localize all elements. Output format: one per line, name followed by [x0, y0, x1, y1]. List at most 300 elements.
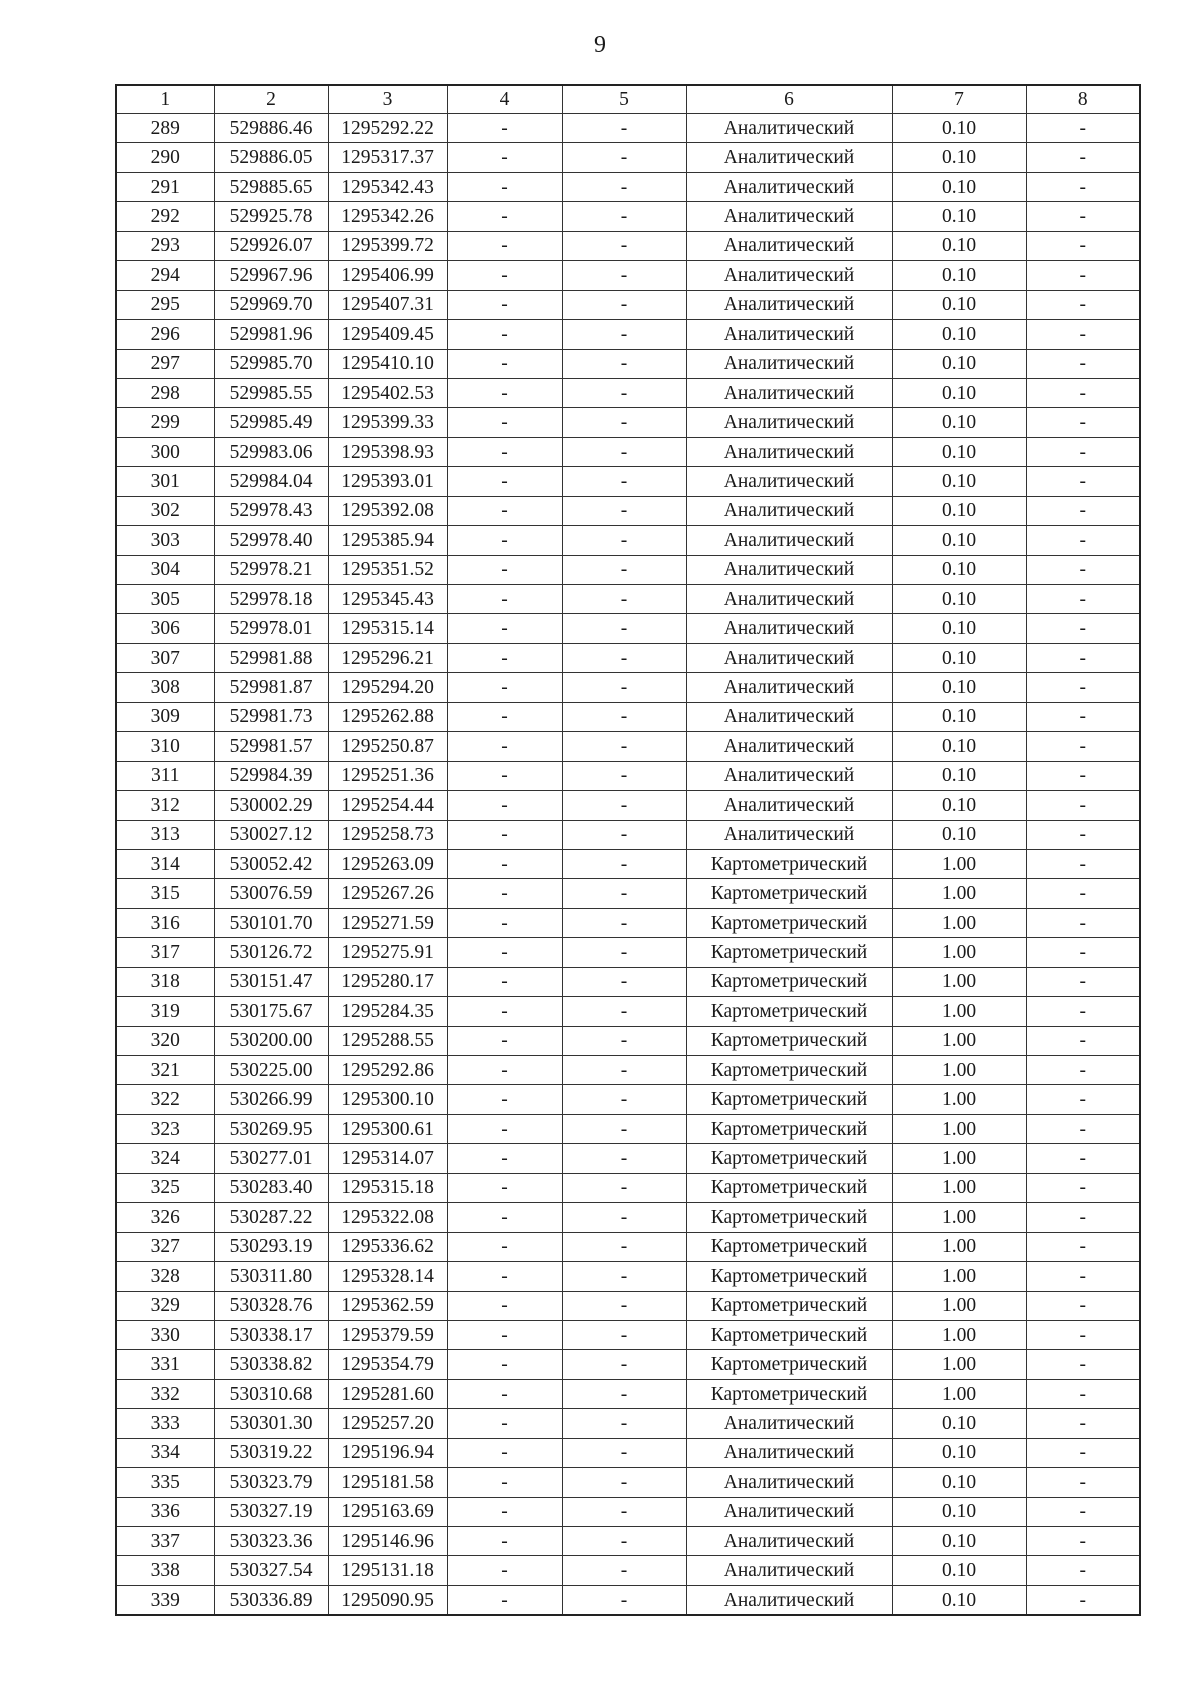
x-coordinate-cell: 529978.40 [214, 526, 328, 555]
point-number-cell: 318 [116, 967, 214, 996]
accuracy-cell: 0.10 [892, 496, 1026, 525]
y-coordinate-cell: 1295393.01 [328, 467, 447, 496]
column-5-cell: - [562, 172, 686, 201]
column-4-cell: - [447, 290, 562, 319]
column-4-cell: - [447, 1173, 562, 1202]
x-coordinate-cell: 529981.96 [214, 320, 328, 349]
column-4-cell: - [447, 1262, 562, 1291]
y-coordinate-cell: 1295280.17 [328, 967, 447, 996]
column-5-cell: - [562, 467, 686, 496]
column-5-cell: - [562, 1527, 686, 1556]
y-coordinate-cell: 1295292.22 [328, 114, 447, 143]
table-row [116, 643, 1140, 672]
point-number-cell: 295 [116, 290, 214, 319]
y-coordinate-cell: 1295300.61 [328, 1114, 447, 1143]
point-number-cell: 299 [116, 408, 214, 437]
column-5-cell: - [562, 349, 686, 378]
accuracy-cell: 1.00 [892, 938, 1026, 967]
page-number: 9 [594, 32, 606, 58]
column-5-cell: - [562, 437, 686, 466]
column-header: 7 [892, 85, 1026, 114]
point-number-cell: 292 [116, 202, 214, 231]
point-number-cell: 303 [116, 526, 214, 555]
column-5-cell: - [562, 1468, 686, 1497]
column-4-cell: - [447, 1438, 562, 1467]
column-8-cell: - [1026, 467, 1140, 496]
point-number-cell: 310 [116, 732, 214, 761]
x-coordinate-cell: 530323.79 [214, 1468, 328, 1497]
accuracy-cell: 0.10 [892, 114, 1026, 143]
x-coordinate-cell: 530283.40 [214, 1173, 328, 1202]
table-row [116, 1085, 1140, 1114]
table-row [116, 732, 1140, 761]
y-coordinate-cell: 1295090.95 [328, 1585, 447, 1615]
column-4-cell: - [447, 673, 562, 702]
y-coordinate-cell: 1295258.73 [328, 820, 447, 849]
column-5-cell: - [562, 1438, 686, 1467]
point-number-cell: 307 [116, 643, 214, 672]
column-5-cell: - [562, 1262, 686, 1291]
x-coordinate-cell: 529981.57 [214, 732, 328, 761]
column-4-cell: - [447, 467, 562, 496]
accuracy-cell: 1.00 [892, 1026, 1026, 1055]
point-number-cell: 302 [116, 496, 214, 525]
method-cell: Картометрический [686, 1144, 892, 1173]
column-4-cell: - [447, 172, 562, 201]
x-coordinate-cell: 529978.01 [214, 614, 328, 643]
column-5-cell: - [562, 673, 686, 702]
table-row [116, 555, 1140, 584]
column-5-cell: - [562, 496, 686, 525]
x-coordinate-cell: 530266.99 [214, 1085, 328, 1114]
x-coordinate-cell: 530327.19 [214, 1497, 328, 1526]
method-cell: Аналитический [686, 761, 892, 790]
method-cell: Аналитический [686, 1438, 892, 1467]
column-5-cell: - [562, 938, 686, 967]
column-5-cell: - [562, 320, 686, 349]
column-8-cell: - [1026, 143, 1140, 172]
accuracy-cell: 0.10 [892, 349, 1026, 378]
table-row [116, 378, 1140, 407]
column-4-cell: - [447, 1232, 562, 1261]
x-coordinate-cell: 529886.46 [214, 114, 328, 143]
point-number-cell: 323 [116, 1114, 214, 1143]
table-row [116, 1291, 1140, 1320]
method-cell: Картометрический [686, 997, 892, 1026]
accuracy-cell: 0.10 [892, 673, 1026, 702]
x-coordinate-cell: 530126.72 [214, 938, 328, 967]
column-5-cell: - [562, 1203, 686, 1232]
column-4-cell: - [447, 1468, 562, 1497]
x-coordinate-cell: 530269.95 [214, 1114, 328, 1143]
point-number-cell: 311 [116, 761, 214, 790]
column-5-cell: - [562, 526, 686, 555]
accuracy-cell: 0.10 [892, 555, 1026, 584]
accuracy-cell: 1.00 [892, 1203, 1026, 1232]
accuracy-cell: 0.10 [892, 408, 1026, 437]
table-row [116, 1379, 1140, 1408]
method-cell: Картометрический [686, 1291, 892, 1320]
point-number-cell: 298 [116, 378, 214, 407]
point-number-cell: 300 [116, 437, 214, 466]
column-4-cell: - [447, 496, 562, 525]
column-4-cell: - [447, 1409, 562, 1438]
method-cell: Аналитический [686, 1497, 892, 1526]
point-number-cell: 301 [116, 467, 214, 496]
y-coordinate-cell: 1295292.86 [328, 1056, 447, 1085]
x-coordinate-cell: 529984.39 [214, 761, 328, 790]
point-number-cell: 316 [116, 908, 214, 937]
accuracy-cell: 0.10 [892, 172, 1026, 201]
column-8-cell: - [1026, 820, 1140, 849]
column-8-cell: - [1026, 1056, 1140, 1085]
point-number-cell: 313 [116, 820, 214, 849]
y-coordinate-cell: 1295345.43 [328, 585, 447, 614]
point-number-cell: 336 [116, 1497, 214, 1526]
column-8-cell: - [1026, 526, 1140, 555]
accuracy-cell: 1.00 [892, 1379, 1026, 1408]
table-row [116, 320, 1140, 349]
column-5-cell: - [562, 114, 686, 143]
column-5-cell: - [562, 1350, 686, 1379]
x-coordinate-cell: 530200.00 [214, 1026, 328, 1055]
table-row [116, 967, 1140, 996]
column-8-cell: - [1026, 261, 1140, 290]
table-row [116, 1203, 1140, 1232]
y-coordinate-cell: 1295406.99 [328, 261, 447, 290]
accuracy-cell: 0.10 [892, 467, 1026, 496]
method-cell: Аналитический [686, 555, 892, 584]
table-row [116, 673, 1140, 702]
point-number-cell: 330 [116, 1320, 214, 1349]
column-8-cell: - [1026, 378, 1140, 407]
y-coordinate-cell: 1295314.07 [328, 1144, 447, 1173]
method-cell: Аналитический [686, 261, 892, 290]
column-8-cell: - [1026, 349, 1140, 378]
column-8-cell: - [1026, 1320, 1140, 1349]
y-coordinate-cell: 1295399.33 [328, 408, 447, 437]
table-row [116, 1173, 1140, 1202]
column-5-cell: - [562, 1085, 686, 1114]
table-row [116, 231, 1140, 260]
accuracy-cell: 0.10 [892, 614, 1026, 643]
column-8-cell: - [1026, 1556, 1140, 1585]
y-coordinate-cell: 1295267.26 [328, 879, 447, 908]
table-row [116, 1438, 1140, 1467]
column-8-cell: - [1026, 555, 1140, 584]
table-row [116, 1350, 1140, 1379]
y-coordinate-cell: 1295392.08 [328, 496, 447, 525]
method-cell: Картометрический [686, 967, 892, 996]
table-row [116, 1026, 1140, 1055]
y-coordinate-cell: 1295271.59 [328, 908, 447, 937]
column-4-cell: - [447, 1056, 562, 1085]
column-4-cell: - [447, 1527, 562, 1556]
x-coordinate-cell: 529925.78 [214, 202, 328, 231]
point-number-cell: 326 [116, 1203, 214, 1232]
y-coordinate-cell: 1295262.88 [328, 702, 447, 731]
column-5-cell: - [562, 1114, 686, 1143]
table-row [116, 761, 1140, 790]
column-4-cell: - [447, 761, 562, 790]
accuracy-cell: 0.10 [892, 437, 1026, 466]
column-8-cell: - [1026, 1585, 1140, 1615]
column-4-cell: - [447, 231, 562, 260]
point-number-cell: 337 [116, 1527, 214, 1556]
x-coordinate-cell: 530175.67 [214, 997, 328, 1026]
column-5-cell: - [562, 1379, 686, 1408]
column-4-cell: - [447, 1379, 562, 1408]
x-coordinate-cell: 529981.73 [214, 702, 328, 731]
method-cell: Аналитический [686, 702, 892, 731]
point-number-cell: 335 [116, 1468, 214, 1497]
column-8-cell: - [1026, 1203, 1140, 1232]
x-coordinate-cell: 529886.05 [214, 143, 328, 172]
table-row [116, 408, 1140, 437]
column-8-cell: - [1026, 702, 1140, 731]
point-number-cell: 305 [116, 585, 214, 614]
column-8-cell: - [1026, 614, 1140, 643]
column-4-cell: - [447, 1026, 562, 1055]
column-4-cell: - [447, 320, 562, 349]
y-coordinate-cell: 1295379.59 [328, 1320, 447, 1349]
method-cell: Аналитический [686, 1468, 892, 1497]
table-row [116, 437, 1140, 466]
table-row [116, 820, 1140, 849]
column-4-cell: - [447, 555, 562, 584]
x-coordinate-cell: 530287.22 [214, 1203, 328, 1232]
column-5-cell: - [562, 143, 686, 172]
x-coordinate-cell: 530293.19 [214, 1232, 328, 1261]
accuracy-cell: 0.10 [892, 526, 1026, 555]
column-8-cell: - [1026, 791, 1140, 820]
y-coordinate-cell: 1295385.94 [328, 526, 447, 555]
accuracy-cell: 0.10 [892, 702, 1026, 731]
x-coordinate-cell: 530338.82 [214, 1350, 328, 1379]
column-8-cell: - [1026, 1497, 1140, 1526]
column-5-cell: - [562, 908, 686, 937]
method-cell: Аналитический [686, 1527, 892, 1556]
column-5-cell: - [562, 702, 686, 731]
table-row [116, 496, 1140, 525]
accuracy-cell: 1.00 [892, 1144, 1026, 1173]
point-number-cell: 289 [116, 114, 214, 143]
y-coordinate-cell: 1295410.10 [328, 349, 447, 378]
point-number-cell: 322 [116, 1085, 214, 1114]
y-coordinate-cell: 1295263.09 [328, 849, 447, 878]
x-coordinate-cell: 529978.43 [214, 496, 328, 525]
method-cell: Картометрический [686, 879, 892, 908]
column-4-cell: - [447, 1144, 562, 1173]
method-cell: Аналитический [686, 791, 892, 820]
method-cell: Картометрический [686, 1026, 892, 1055]
point-number-cell: 319 [116, 997, 214, 1026]
column-4-cell: - [447, 261, 562, 290]
accuracy-cell: 0.10 [892, 320, 1026, 349]
method-cell: Картометрический [686, 938, 892, 967]
y-coordinate-cell: 1295181.58 [328, 1468, 447, 1497]
point-number-cell: 327 [116, 1232, 214, 1261]
accuracy-cell: 0.10 [892, 143, 1026, 172]
accuracy-cell: 1.00 [892, 1232, 1026, 1261]
method-cell: Картометрический [686, 908, 892, 937]
table-row [116, 526, 1140, 555]
column-8-cell: - [1026, 320, 1140, 349]
column-8-cell: - [1026, 1173, 1140, 1202]
x-coordinate-cell: 530328.76 [214, 1291, 328, 1320]
point-number-cell: 309 [116, 702, 214, 731]
x-coordinate-cell: 529981.88 [214, 643, 328, 672]
method-cell: Картометрический [686, 1056, 892, 1085]
method-cell: Аналитический [686, 732, 892, 761]
column-5-cell: - [562, 1556, 686, 1585]
method-cell: Картометрический [686, 1232, 892, 1261]
column-4-cell: - [447, 1203, 562, 1232]
accuracy-cell: 0.10 [892, 761, 1026, 790]
accuracy-cell: 0.10 [892, 1527, 1026, 1556]
x-coordinate-cell: 529983.06 [214, 437, 328, 466]
column-4-cell: - [447, 1085, 562, 1114]
column-5-cell: - [562, 555, 686, 584]
column-8-cell: - [1026, 938, 1140, 967]
accuracy-cell: 0.10 [892, 791, 1026, 820]
point-number-cell: 328 [116, 1262, 214, 1291]
y-coordinate-cell: 1295342.26 [328, 202, 447, 231]
method-cell: Картометрический [686, 1350, 892, 1379]
accuracy-cell: 1.00 [892, 997, 1026, 1026]
column-4-cell: - [447, 1320, 562, 1349]
table-row [116, 879, 1140, 908]
y-coordinate-cell: 1295398.93 [328, 437, 447, 466]
table-row [116, 938, 1140, 967]
column-5-cell: - [562, 997, 686, 1026]
accuracy-cell: 1.00 [892, 1173, 1026, 1202]
accuracy-cell: 0.10 [892, 1468, 1026, 1497]
accuracy-cell: 1.00 [892, 849, 1026, 878]
point-number-cell: 317 [116, 938, 214, 967]
column-8-cell: - [1026, 967, 1140, 996]
method-cell: Картометрический [686, 1320, 892, 1349]
y-coordinate-cell: 1295409.45 [328, 320, 447, 349]
column-4-cell: - [447, 1114, 562, 1143]
table-row [116, 290, 1140, 319]
method-cell: Картометрический [686, 1203, 892, 1232]
column-8-cell: - [1026, 1262, 1140, 1291]
method-cell: Аналитический [686, 820, 892, 849]
column-8-cell: - [1026, 408, 1140, 437]
table-row [116, 849, 1140, 878]
x-coordinate-cell: 529984.04 [214, 467, 328, 496]
table-row [116, 614, 1140, 643]
y-coordinate-cell: 1295315.18 [328, 1173, 447, 1202]
column-8-cell: - [1026, 585, 1140, 614]
column-4-cell: - [447, 378, 562, 407]
method-cell: Аналитический [686, 673, 892, 702]
column-8-cell: - [1026, 172, 1140, 201]
y-coordinate-cell: 1295317.37 [328, 143, 447, 172]
column-header: 4 [447, 85, 562, 114]
x-coordinate-cell: 529985.70 [214, 349, 328, 378]
point-number-cell: 333 [116, 1409, 214, 1438]
accuracy-cell: 1.00 [892, 1056, 1026, 1085]
accuracy-cell: 0.10 [892, 261, 1026, 290]
column-4-cell: - [447, 408, 562, 437]
y-coordinate-cell: 1295399.72 [328, 231, 447, 260]
y-coordinate-cell: 1295131.18 [328, 1556, 447, 1585]
y-coordinate-cell: 1295254.44 [328, 791, 447, 820]
accuracy-cell: 0.10 [892, 643, 1026, 672]
accuracy-cell: 1.00 [892, 1085, 1026, 1114]
table-row [116, 349, 1140, 378]
point-number-cell: 321 [116, 1056, 214, 1085]
y-coordinate-cell: 1295315.14 [328, 614, 447, 643]
x-coordinate-cell: 529969.70 [214, 290, 328, 319]
table-row [116, 1262, 1140, 1291]
y-coordinate-cell: 1295284.35 [328, 997, 447, 1026]
column-header: 6 [686, 85, 892, 114]
table-body [116, 114, 1140, 1616]
x-coordinate-cell: 530319.22 [214, 1438, 328, 1467]
method-cell: Картометрический [686, 849, 892, 878]
table-row [116, 261, 1140, 290]
column-4-cell: - [447, 791, 562, 820]
column-8-cell: - [1026, 1291, 1140, 1320]
accuracy-cell: 0.10 [892, 378, 1026, 407]
column-header: 5 [562, 85, 686, 114]
column-5-cell: - [562, 408, 686, 437]
column-5-cell: - [562, 231, 686, 260]
column-4-cell: - [447, 879, 562, 908]
method-cell: Картометрический [686, 1114, 892, 1143]
accuracy-cell: 1.00 [892, 1262, 1026, 1291]
coordinates-table [115, 84, 1141, 1616]
x-coordinate-cell: 530311.80 [214, 1262, 328, 1291]
column-4-cell: - [447, 437, 562, 466]
column-8-cell: - [1026, 231, 1140, 260]
column-5-cell: - [562, 1497, 686, 1526]
accuracy-cell: 0.10 [892, 1409, 1026, 1438]
x-coordinate-cell: 530101.70 [214, 908, 328, 937]
y-coordinate-cell: 1295275.91 [328, 938, 447, 967]
table-row [116, 1320, 1140, 1349]
column-8-cell: - [1026, 1468, 1140, 1497]
point-number-cell: 304 [116, 555, 214, 584]
y-coordinate-cell: 1295294.20 [328, 673, 447, 702]
method-cell: Аналитический [686, 320, 892, 349]
point-number-cell: 297 [116, 349, 214, 378]
method-cell: Аналитический [686, 114, 892, 143]
table-row [116, 1468, 1140, 1497]
column-8-cell: - [1026, 114, 1140, 143]
column-4-cell: - [447, 202, 562, 231]
column-5-cell: - [562, 1026, 686, 1055]
column-4-cell: - [447, 349, 562, 378]
point-number-cell: 331 [116, 1350, 214, 1379]
column-5-cell: - [562, 202, 686, 231]
point-number-cell: 306 [116, 614, 214, 643]
accuracy-cell: 0.10 [892, 202, 1026, 231]
column-8-cell: - [1026, 202, 1140, 231]
x-coordinate-cell: 530052.42 [214, 849, 328, 878]
column-8-cell: - [1026, 761, 1140, 790]
point-number-cell: 334 [116, 1438, 214, 1467]
y-coordinate-cell: 1295281.60 [328, 1379, 447, 1408]
column-4-cell: - [447, 702, 562, 731]
column-8-cell: - [1026, 849, 1140, 878]
method-cell: Аналитический [686, 172, 892, 201]
column-5-cell: - [562, 761, 686, 790]
column-5-cell: - [562, 1232, 686, 1261]
